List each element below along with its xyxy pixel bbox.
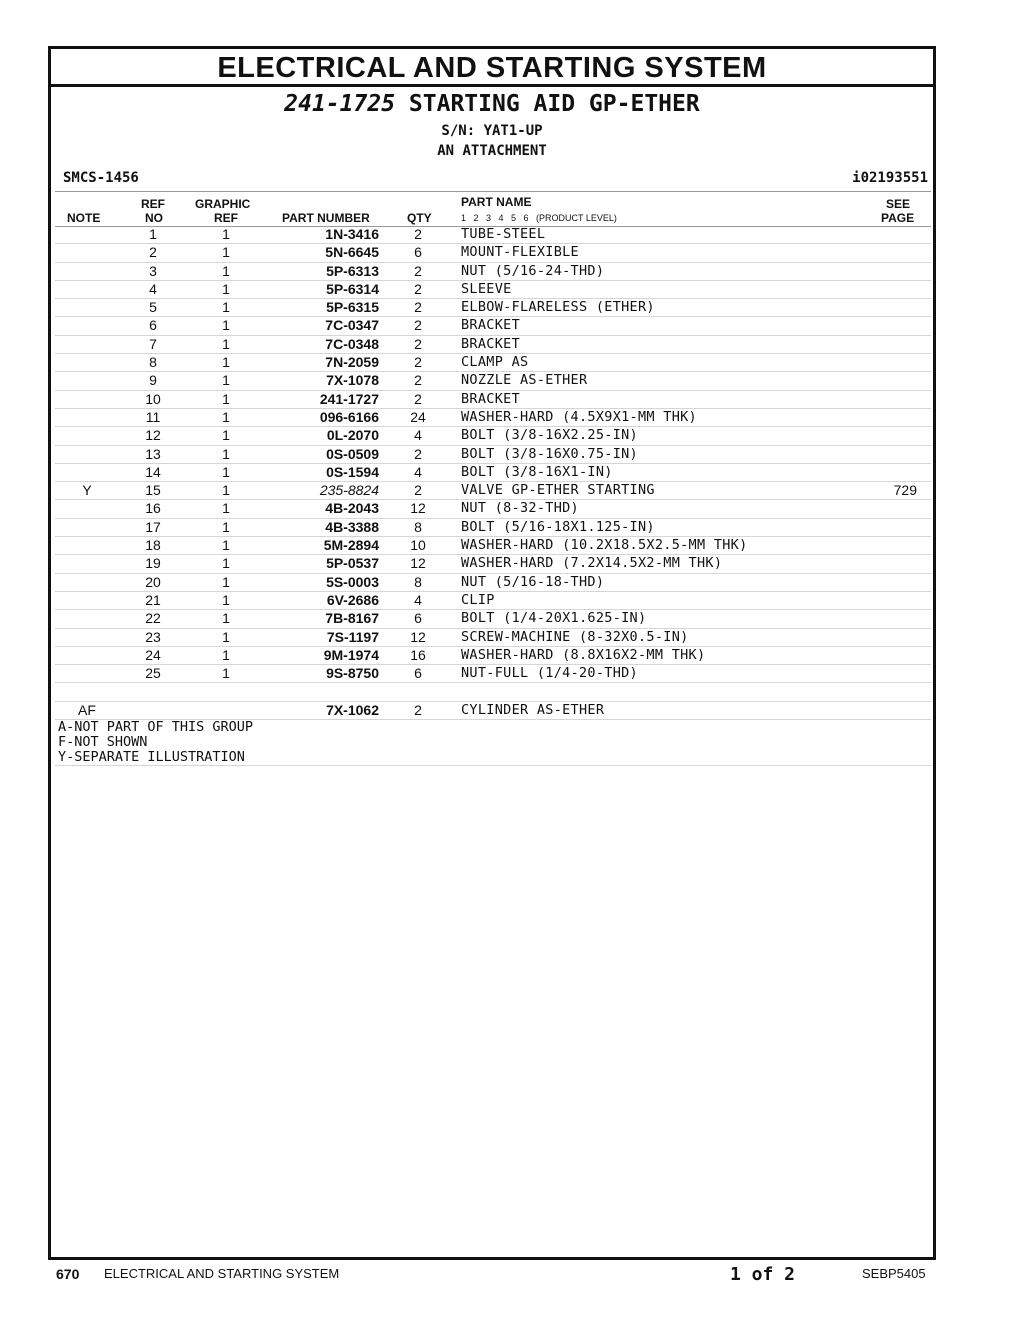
cell-part-number: 9S-8750 <box>326 665 379 682</box>
table-row <box>55 519 931 537</box>
parts-table <box>55 226 931 720</box>
cell-qty: 2 <box>414 299 422 316</box>
cell-part-number: 096-6166 <box>319 408 379 425</box>
cell-graphic-ref: 1 <box>222 665 230 682</box>
cell-qty: 2 <box>414 280 422 297</box>
cell-part-name: WASHER-HARD (7.2X14.5X2-MM THK) <box>461 555 723 572</box>
col-ref-bottom: NO <box>145 211 163 225</box>
cell-graphic-ref: 1 <box>222 463 230 480</box>
page-of: 1 of 2 <box>730 1264 796 1285</box>
cell-qty: 4 <box>414 463 422 480</box>
table-row <box>55 372 931 390</box>
cell-graphic-ref: 1 <box>222 482 230 499</box>
cell-qty: 12 <box>410 500 426 517</box>
group-number: 241-1725 <box>284 91 396 117</box>
cell-part-number: 0S-1594 <box>326 463 379 480</box>
table-row <box>55 317 931 335</box>
note-line: A-NOT PART OF THIS GROUP <box>58 719 254 736</box>
cell-note: AF <box>78 701 96 718</box>
cell-graphic-ref: 1 <box>222 591 230 608</box>
table-row <box>55 537 931 555</box>
cell-ref-no: 16 <box>145 500 161 517</box>
attachment-label: AN ATTACHMENT <box>437 143 547 159</box>
table-row <box>55 446 931 464</box>
cell-part-number: 5P-6313 <box>326 262 379 279</box>
cell-part-number: 7X-1062 <box>326 701 379 718</box>
table-row <box>55 574 931 592</box>
table-row <box>55 427 931 445</box>
cell-graphic-ref: 1 <box>222 555 230 572</box>
cell-part-name: BRACKET <box>461 335 520 352</box>
cell-qty: 2 <box>414 390 422 407</box>
smcs-code: SMCS-1456 <box>63 170 139 186</box>
cell-ref-no: 6 <box>149 317 157 334</box>
cell-qty: 4 <box>414 427 422 444</box>
cell-graphic-ref: 1 <box>222 354 230 371</box>
cell-ref-no: 14 <box>145 463 161 480</box>
cell-part-number: 7N-2059 <box>325 354 379 371</box>
col-part-name: PART NAME <box>461 195 532 209</box>
col-graphic-top: GRAPHIC <box>195 197 251 211</box>
cell-graphic-ref: 1 <box>222 537 230 554</box>
table-row <box>55 299 931 317</box>
cell-part-number: 4B-3388 <box>325 518 379 535</box>
cell-graphic-ref: 1 <box>222 262 230 279</box>
cell-qty: 16 <box>410 646 426 663</box>
cell-graphic-ref: 1 <box>222 226 230 242</box>
cell-part-number: 4B-2043 <box>325 500 379 517</box>
cell-qty: 10 <box>410 537 426 554</box>
col-part-number: PART NUMBER <box>282 211 370 225</box>
cell-qty: 2 <box>414 335 422 352</box>
table-row <box>55 354 931 372</box>
cell-ref-no: 18 <box>145 537 161 554</box>
cell-ref-no: 20 <box>145 573 161 590</box>
cell-graphic-ref: 1 <box>222 244 230 261</box>
cell-graphic-ref: 1 <box>222 646 230 663</box>
cell-qty: 2 <box>414 262 422 279</box>
cell-graphic-ref: 1 <box>222 408 230 425</box>
col-see-top: SEE <box>886 197 911 211</box>
cell-qty: 24 <box>410 408 426 425</box>
cell-part-name: TUBE-STEEL <box>461 226 546 242</box>
cell-graphic-ref: 1 <box>222 299 230 316</box>
table-header <box>55 191 931 227</box>
table-row <box>55 226 931 244</box>
cell-part-name: WASHER-HARD (4.5X9X1-MM THK) <box>461 408 697 425</box>
document-id: SEBP5405 <box>862 1266 926 1281</box>
cell-part-name: SLEEVE <box>461 280 512 297</box>
cell-note: Y <box>82 482 92 499</box>
col-qty: QTY <box>407 211 432 225</box>
cell-part-name: SCREW-MACHINE (8-32X0.5-IN) <box>461 628 689 645</box>
cell-part-number: 5N-6645 <box>325 244 379 261</box>
cell-part-number: 241-1727 <box>319 390 379 407</box>
cell-qty: 4 <box>414 591 422 608</box>
cell-part-name: BOLT (1/4-20X1.625-IN) <box>461 610 647 627</box>
cell-part-name: BRACKET <box>461 317 520 334</box>
table-row <box>55 391 931 409</box>
cell-graphic-ref: 1 <box>222 628 230 645</box>
cell-ref-no: 3 <box>149 262 157 279</box>
cell-part-name: BRACKET <box>461 390 520 407</box>
footer-section-title: ELECTRICAL AND STARTING SYSTEM <box>104 1266 340 1281</box>
cell-graphic-ref: 1 <box>222 518 230 535</box>
cell-graphic-ref: 1 <box>222 390 230 407</box>
cell-graphic-ref: 1 <box>222 280 230 297</box>
col-ref-top: REF <box>141 197 165 211</box>
cell-part-number: 7C-0348 <box>325 335 379 352</box>
cell-part-name: NOZZLE AS-ETHER <box>461 372 588 389</box>
table-row <box>55 683 931 701</box>
cell-part-name: BOLT (5/16-18X1.125-IN) <box>461 518 655 535</box>
notes-legend <box>55 720 931 766</box>
cell-part-number: 7C-0347 <box>325 317 379 334</box>
page-number: 670 <box>56 1266 80 1282</box>
cell-part-number: 1N-3416 <box>325 226 379 242</box>
group-name: STARTING AID GP-ETHER <box>408 91 700 117</box>
cell-part-number: 9M-1974 <box>323 646 379 663</box>
cell-part-number: 0S-0509 <box>326 445 379 462</box>
table-row <box>55 555 931 573</box>
cell-ref-no: 5 <box>149 299 157 316</box>
cell-part-number: 0L-2070 <box>326 427 379 444</box>
cell-part-name: NUT (5/16-18-THD) <box>461 573 605 590</box>
cell-part-name: CYLINDER AS-ETHER <box>461 701 605 718</box>
table-row <box>55 592 931 610</box>
cell-qty: 12 <box>410 628 426 645</box>
group-title <box>51 91 933 117</box>
cell-graphic-ref: 1 <box>222 317 230 334</box>
cell-part-number: 7S-1197 <box>326 628 379 645</box>
cell-part-name: BOLT (3/8-16X0.75-IN) <box>461 445 638 462</box>
note-line: F-NOT SHOWN <box>58 734 148 751</box>
cell-ref-no: 4 <box>149 280 157 297</box>
cell-qty: 2 <box>414 482 422 499</box>
cell-part-number: 5M-2894 <box>323 537 379 554</box>
cell-qty: 2 <box>414 354 422 371</box>
cell-part-name: BOLT (3/8-16X1-IN) <box>461 463 613 480</box>
cell-part-name: WASHER-HARD (8.8X16X2-MM THK) <box>461 646 706 663</box>
cell-part-name: CLAMP AS <box>461 354 529 371</box>
cell-graphic-ref: 1 <box>222 335 230 352</box>
cell-ref-no: 17 <box>145 518 161 535</box>
cell-qty: 2 <box>414 226 422 242</box>
cell-part-name: MOUNT-FLEXIBLE <box>461 244 579 261</box>
table-row <box>55 702 931 720</box>
cell-qty: 2 <box>414 445 422 462</box>
cell-part-number: 7B-8167 <box>325 610 379 627</box>
cell-ref-no: 8 <box>149 354 157 371</box>
cell-ref-no: 2 <box>149 244 157 261</box>
col-note: NOTE <box>67 211 101 225</box>
cell-part-name: CLIP <box>461 591 495 608</box>
cell-graphic-ref: 1 <box>222 573 230 590</box>
cell-ref-no: 10 <box>145 390 161 407</box>
cell-graphic-ref: 1 <box>222 427 230 444</box>
table-row <box>55 629 931 647</box>
cell-part-name: ELBOW-FLARELESS (ETHER) <box>461 299 655 316</box>
cell-ref-no: 1 <box>149 226 157 242</box>
cell-ref-no: 12 <box>145 427 161 444</box>
cell-qty: 6 <box>414 665 422 682</box>
cell-part-name: NUT-FULL (1/4-20-THD) <box>461 665 638 682</box>
cell-part-number: 6V-2686 <box>326 591 379 608</box>
cell-part-name: BOLT (3/8-16X2.25-IN) <box>461 427 638 444</box>
cell-ref-no: 22 <box>145 610 161 627</box>
cell-ref-no: 25 <box>145 665 161 682</box>
cell-part-number: 5P-6314 <box>326 280 379 297</box>
table-row <box>55 464 931 482</box>
table-row <box>55 409 931 427</box>
cell-qty: 2 <box>414 372 422 389</box>
cell-ref-no: 11 <box>145 408 161 425</box>
page-frame <box>48 46 936 1260</box>
cell-ref-no: 15 <box>145 482 161 499</box>
cell-part-number: 235-8824 <box>319 482 379 499</box>
col-graphic-bottom: REF <box>214 211 238 225</box>
cell-ref-no: 23 <box>145 628 161 645</box>
cell-qty: 2 <box>414 317 422 334</box>
note-line: Y-SEPARATE ILLUSTRATION <box>58 749 245 766</box>
cell-graphic-ref: 1 <box>222 500 230 517</box>
cell-part-name: WASHER-HARD (10.2X18.5X2.5-MM THK) <box>461 537 748 554</box>
col-see-bottom: PAGE <box>881 211 915 225</box>
cell-qty: 8 <box>414 573 422 590</box>
cell-graphic-ref: 1 <box>222 372 230 389</box>
cell-qty: 6 <box>414 244 422 261</box>
cell-qty: 8 <box>414 518 422 535</box>
cell-graphic-ref: 1 <box>222 610 230 627</box>
table-row <box>55 281 931 299</box>
cell-ref-no: 9 <box>149 372 157 389</box>
cell-qty: 2 <box>414 701 422 718</box>
cell-part-number: 5S-0003 <box>326 573 379 590</box>
table-row <box>55 263 931 281</box>
table-row <box>55 665 931 683</box>
table-row <box>55 244 931 262</box>
cell-ref-no: 7 <box>149 335 157 352</box>
cell-qty: 12 <box>410 555 426 572</box>
cell-ref-no: 21 <box>145 591 161 608</box>
table-row <box>55 610 931 628</box>
cell-part-name: NUT (8-32-THD) <box>461 500 579 517</box>
cell-qty: 6 <box>414 610 422 627</box>
cell-ref-no: 24 <box>145 646 161 663</box>
section-title: ELECTRICAL AND STARTING SYSTEM <box>51 49 933 87</box>
cell-part-name: VALVE GP-ETHER STARTING <box>461 482 655 499</box>
serial-number: S/N: YAT1-UP <box>441 123 543 139</box>
cell-ref-no: 19 <box>145 555 161 572</box>
cell-graphic-ref: 1 <box>222 445 230 462</box>
table-row <box>55 482 931 500</box>
table-row <box>55 336 931 354</box>
cell-part-name: NUT (5/16-24-THD) <box>461 262 605 279</box>
cell-part-number: 5P-6315 <box>326 299 379 316</box>
cell-see-page: 729 <box>893 482 917 499</box>
cell-ref-no: 13 <box>145 445 161 462</box>
cell-part-number: 5P-0537 <box>326 555 379 572</box>
cell-part-number: 7X-1078 <box>326 372 379 389</box>
col-product-levels: 1 2 3 4 5 6 (PRODUCT LEVEL) <box>461 213 617 223</box>
table-row <box>55 647 931 665</box>
document-code: i02193551 <box>852 170 928 186</box>
table-row <box>55 500 931 518</box>
